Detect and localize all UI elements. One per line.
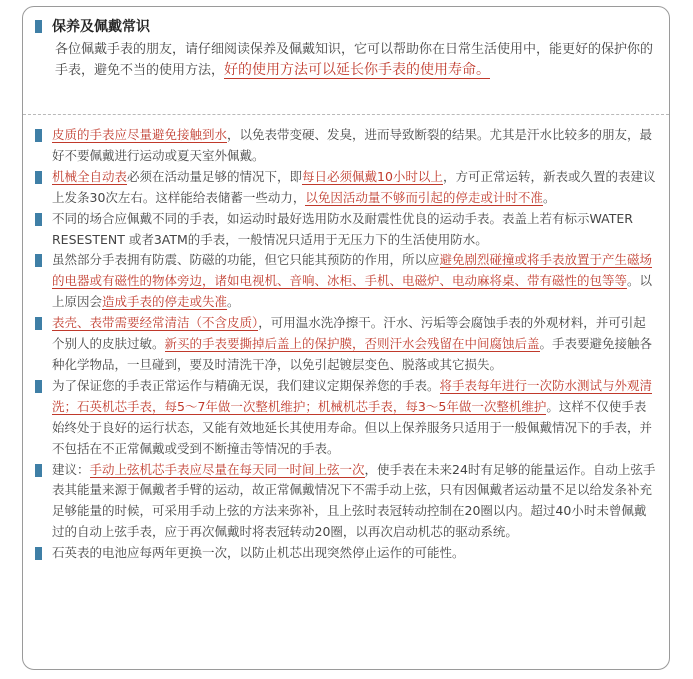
list-item	[35, 543, 657, 564]
body-text: 。	[542, 189, 556, 205]
body-text: 。以上原因会	[52, 273, 653, 310]
body-text: 各位佩戴手表的朋友，请仔细阅读保养及佩戴知识，它可以帮助你在日常生活使用中，能更好的保护你的手表，避免不当的使用方法，	[55, 42, 654, 78]
care-card	[22, 6, 670, 670]
body-text: ，使手表在未来24时有足够的能量运作。自动上弦手表其能量来源于佩戴者手臂的运动，故正常佩戴情况下不需手动上弦，只有因佩戴者运动量不足以给发条补充足够能量的时候，可采用手动上弦的方法来弥补，且上弦时表冠转动控制在20圈以内。超过40小时未曾佩戴过的自动上弦手表，应于再次佩戴时将表冠转动20圈，以再次启动机芯的驱动系统。	[52, 461, 656, 540]
bullet-square-icon	[35, 20, 42, 33]
dashed-divider	[23, 114, 669, 115]
body-text: ，可用温水洗净擦干。汗水、污垢等会腐蚀手表的外观材料，并可引起个别人的皮肤过敏。	[52, 315, 646, 352]
bullet-square-icon	[35, 464, 42, 477]
body-text: 石英表的电池应每两年更换一次，以防止机芯出现突然停止运作的可能性。	[52, 545, 465, 561]
body-text: 为了保证您的手表正常运作与精确无误，我们建议定期保养您的手表。	[52, 377, 440, 393]
list-item-text	[52, 376, 657, 460]
highlight-text: 表壳、表带需要经常清洁（不含皮质）	[52, 315, 259, 331]
body-text: 。手表要避免接触各种化学物品，一旦碰到，要及时清洗干净，以免引起镀层变色、脱落或其它损失。	[52, 336, 653, 372]
highlight-text: 将手表每年进行一次防水测试与外观清洗；石英机芯手表，每5～7年做一次整机维护；机械机芯手表，每3～5年做一次整机维护	[52, 377, 653, 414]
list-item	[35, 250, 657, 313]
body-text: 。	[227, 294, 240, 310]
section-title: 保养及佩戴常识	[52, 19, 150, 35]
body-text: 。这样不仅使手表始终处于良好的运行状态，又能有效地延长其使用寿命。但以上保养服务只适用于一般佩戴情况下的手表，并不包括在不正常佩戴或受到不断撞击等情况的手表。	[52, 398, 653, 456]
bullet-square-icon	[35, 317, 42, 330]
body-text: 必须在活动量足够的情况下，即	[127, 168, 303, 184]
list-item	[35, 460, 657, 544]
list-item-text	[52, 125, 657, 167]
bullet-square-icon	[35, 171, 42, 184]
highlight-text: 好的使用方法可以延长你手表的使用寿命。	[224, 62, 491, 78]
body-text: 虽然部分手表拥有防震、防磁的功能，但它只能其预防的作用，所以应	[52, 252, 440, 268]
bullet-square-icon	[35, 213, 42, 226]
list-item-text	[52, 209, 657, 251]
list-item	[35, 167, 657, 209]
bullet-square-icon	[35, 129, 42, 142]
highlight-text: 皮质的手表应尽量避免接触到水	[52, 127, 228, 142]
highlight-text: 避免剧烈碰撞或将手表放置于产生磁场的电器或有磁性的物体旁边，诸如电视机、音响、冰柜、手机、电磁炉、电动麻将桌、带有磁性的包等等	[52, 252, 653, 289]
list-item	[35, 209, 657, 251]
list-item-text	[52, 250, 657, 313]
body-text: 不同的场合应佩戴不同的手表，如运动时最好选用防水及耐震性优良的运动手表。表盖上若有标示WATER RESESTENT 或者3ATM的手表，一般情况只适用于无压力下的生活使用防水。	[52, 210, 633, 247]
highlight-text: 以免因活动量不够而引起的停走或计时不准	[305, 189, 543, 205]
bullet-square-icon	[35, 547, 42, 560]
body-text: ，方可正常运转，新表或久置的表建议上发条30次左右。这样能给表储蓄一些动力，	[52, 168, 656, 205]
list-item	[35, 313, 657, 376]
list-item-text	[52, 313, 657, 376]
list-item-text	[52, 543, 465, 564]
highlight-text: 机械全自动表	[52, 168, 128, 184]
body-text: 建议：	[52, 461, 90, 477]
title-row	[35, 15, 661, 37]
highlight-text: 造成手表的停走或失准	[102, 294, 228, 310]
intro-paragraph	[35, 39, 661, 81]
list-item	[35, 125, 657, 167]
section-header	[35, 15, 661, 81]
care-tips-list	[35, 125, 657, 564]
highlight-text: 手动上弦机芯手表应尽量在每天同一时间上弦一次	[89, 461, 365, 477]
highlight-text: 新买的手表要撕掉后盖上的保护膜，否则汗水会残留在中间腐蚀后盖	[164, 336, 540, 352]
list-item	[35, 376, 657, 460]
body-text: ，以免表带变硬、发臭，进而导致断裂的结果。尤其是汗水比较多的朋友，最好不要佩戴进行运动或夏天室外佩戴。	[52, 127, 653, 163]
list-item-text	[52, 167, 657, 209]
highlight-text: 每日必须佩戴10小时以上	[302, 168, 443, 184]
list-item-text	[52, 460, 657, 544]
bullet-square-icon	[35, 380, 42, 393]
bullet-square-icon	[35, 254, 42, 267]
